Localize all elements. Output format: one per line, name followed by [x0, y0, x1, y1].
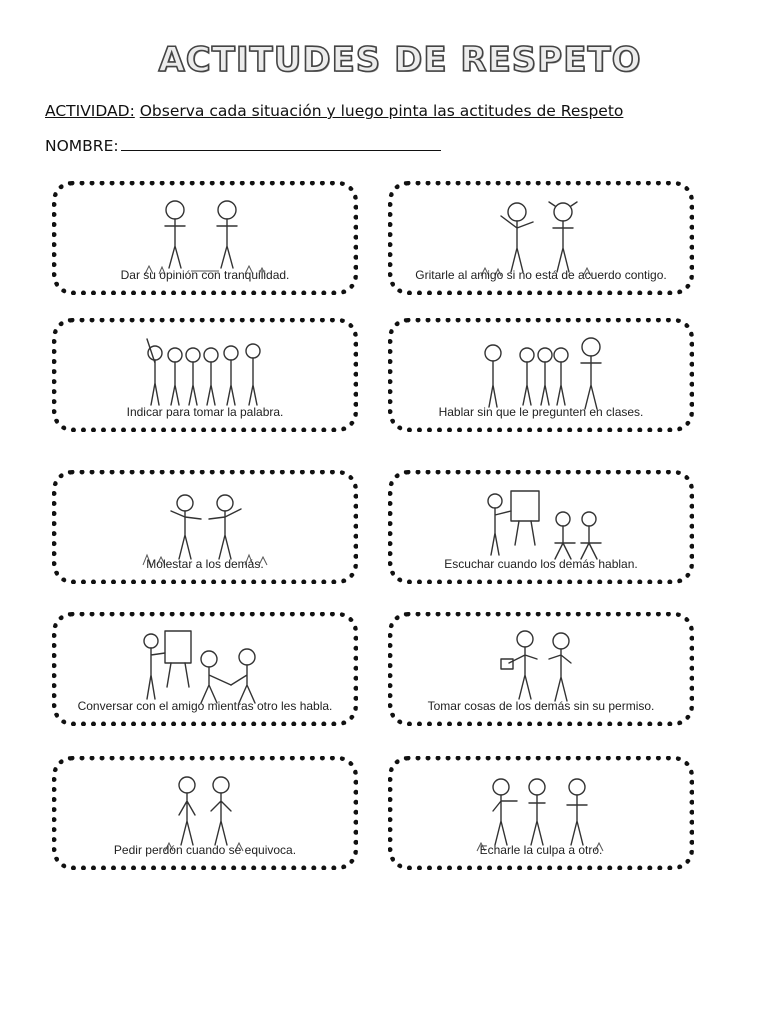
situation-card-4[interactable]	[388, 318, 694, 432]
card-caption: Escuchar cuando los demás hablan.	[444, 557, 638, 571]
instruction-label: ACTIVIDAD:	[45, 102, 135, 120]
situation-card-8[interactable]	[388, 612, 694, 726]
card-caption: Gritarle al amigo si no está de acuerdo contigo.	[415, 268, 667, 282]
situation-card-7[interactable]	[52, 612, 358, 726]
card-caption: Dar su opinión con tranquilidad.	[120, 268, 290, 282]
card-caption: Indicar para tomar la palabra.	[126, 405, 284, 419]
situation-card-9[interactable]	[52, 756, 358, 870]
situation-card-3[interactable]	[52, 318, 358, 432]
name-label: NOMBRE:	[45, 137, 119, 155]
card-caption: Echarle la culpa a otro.	[479, 843, 603, 857]
situation-card-10[interactable]	[388, 756, 694, 870]
instruction-body: Observa cada situación y luego pinta las actitudes de Respeto	[139, 102, 624, 120]
name-blank-line[interactable]	[121, 136, 441, 151]
card-caption: Tomar cosas de los demás sin su permiso.	[427, 699, 655, 713]
card-caption: Pedir perdón cuando se equivoca.	[113, 843, 297, 857]
name-field	[45, 136, 441, 155]
card-caption: Hablar sin que le pregunten en clases.	[438, 405, 644, 419]
card-caption: Molestar a los demás.	[146, 557, 264, 571]
situation-card-1[interactable]	[52, 181, 358, 295]
card-caption: Conversar con el amigo mientras otro les habla.	[77, 699, 333, 713]
situation-card-5[interactable]	[52, 470, 358, 584]
worksheet-title: ACTITUDES DE RESPETO	[158, 40, 642, 80]
instruction-text	[45, 102, 623, 120]
situation-card-6[interactable]	[388, 470, 694, 584]
situation-card-2[interactable]	[388, 181, 694, 295]
